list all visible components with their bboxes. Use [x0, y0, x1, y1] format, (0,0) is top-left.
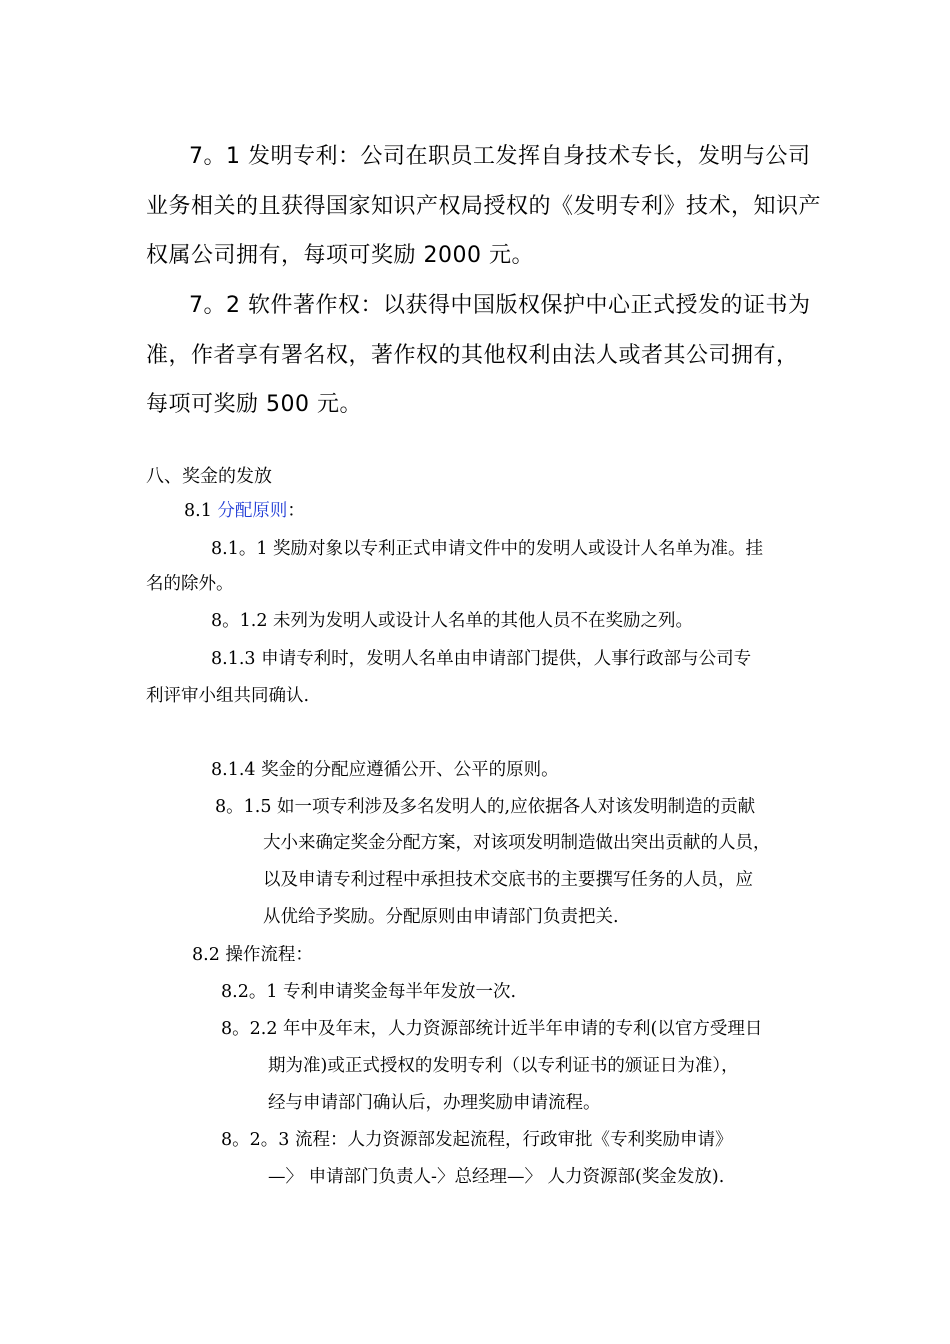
- subsection-8-2-heading: 8.2 操作流程：: [192, 945, 313, 965]
- item-8-1-1-line-2: 名的除外。: [146, 574, 234, 594]
- software-copyright-line-2: 准，作者享有署名权，著作权的其他权利由法人或者其公司拥有，: [146, 343, 799, 368]
- item-8-2-2-line-1: 8。2.2 年中及年末，人力资源部统计近半年申请的专利(以官方受理日: [221, 1019, 763, 1039]
- software-copyright-line-3: 每项可奖励 500 元。: [146, 392, 362, 417]
- item-8-1-3-line-2: 利评审小组共同确认.: [146, 686, 310, 706]
- item-8-2-3-line-2: —〉 申请部门负责人-〉总经理—〉 人力资源部(奖金发放).: [268, 1167, 725, 1187]
- patent-invention-line-2: 业务相关的且获得国家知识产权局授权的《发明专利》技术，知识产: [146, 194, 822, 219]
- item-8-2-2-line-3: 经与申请部门确认后，办理奖励申请流程。: [268, 1093, 601, 1113]
- item-8-2-2-line-2: 期为准)或正式授权的发明专利（以专利证书的颁证日为准），: [268, 1056, 739, 1076]
- item-8-1-5-line-4: 从优给予奖励。分配原则由申请部门负责把关.: [263, 907, 619, 927]
- item-8-1-3-line-1: 8.1.3 申请专利时，发明人名单由申请部门提供，人事行政部与公司专: [211, 649, 752, 669]
- item-8-1-5-line-3: 以及申请专利过程中承担技术交底书的主要撰写任务的人员，应: [263, 870, 753, 890]
- item-8-1-5-line-1: 8。1.5 如一项专利涉及多名发明人的,应依据各人对该发明制造的贡献: [215, 797, 756, 817]
- item-8-1-4: 8.1.4 奖金的分配应遵循公开、公平的原则。: [211, 760, 559, 780]
- subsection-8-1-heading: [184, 497, 305, 522]
- item-8-1-1-line-1: 8.1。1 奖励对象以专利正式申请文件中的发明人或设计人名单为准。挂: [211, 539, 764, 559]
- software-copyright-line-1: 7。2 软件著作权：以获得中国版权保护中心正式授发的证书为: [189, 293, 811, 318]
- item-8-1-5-line-2: 大小来确定奖金分配方案，对该项发明制造做出突出贡献的人员，: [263, 833, 771, 853]
- patent-invention-line-1: 7。1 发明专利：公司在职员工发挥自身技术专长，发明与公司: [189, 144, 811, 169]
- item-8-2-3-line-1: 8。2。3 流程：人力资源部发起流程，行政审批《专利奖励申请》: [221, 1130, 733, 1150]
- subsection-8-1-number: 8.1: [184, 501, 218, 521]
- item-8-1-2: 8。1.2 未列为发明人或设计人名单的其他人员不在奖励之列。: [211, 611, 694, 631]
- item-8-2-1: 8.2。1 专利申请奖金每半年发放一次.: [221, 982, 517, 1002]
- subsection-8-1-colon: ：: [287, 501, 305, 521]
- subsection-8-1-title: 分配原则: [217, 501, 288, 521]
- patent-invention-line-3: 权属公司拥有，每项可奖励 2000 元。: [146, 243, 534, 268]
- section-8-heading: 八、奖金的发放: [146, 466, 272, 487]
